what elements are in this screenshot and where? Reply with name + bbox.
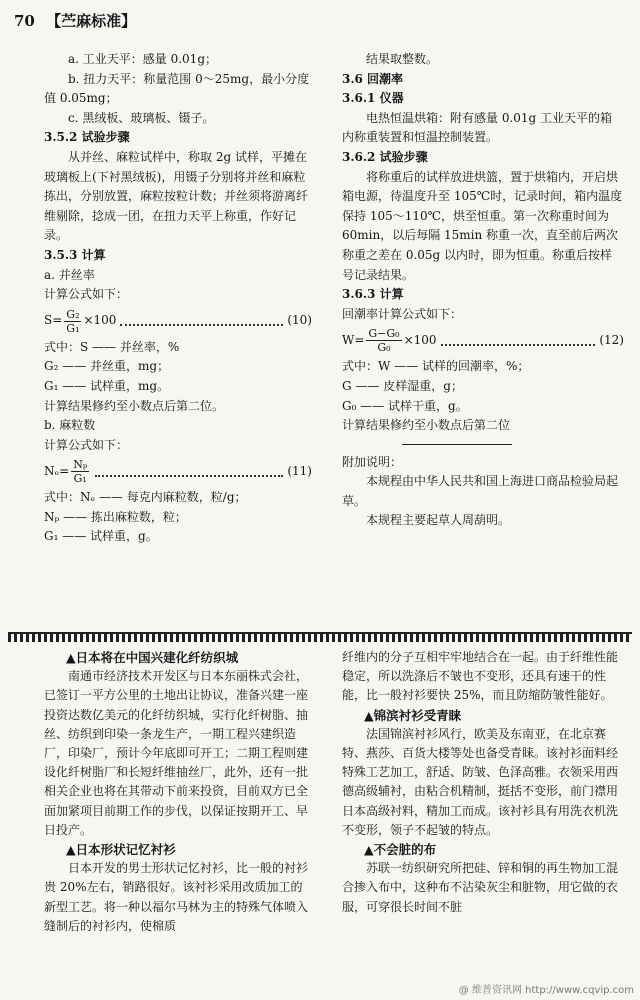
formula-12-number: (12) [599,333,624,348]
section-3-6-1-heading: 3.6.1 仪器 [342,91,404,106]
section-3-6-2-text: 将称重后的试样放进烘篮，置于烘箱内，开启烘箱电源，待温度升至 105℃时，记录时间，箱内温度保持 105～110℃，烘至恒重。第一次称重时间为 60min，以后每隔 15min 称重一次，直至前后两次称重之差在 0.05g 以内时，即为恒重。称重后按样号记录结果。 [342,169,623,282]
formula-11 [44,458,312,485]
appendix-note-1: 本规程由中华人民共和国上海进口商品检验局起草。 [342,474,619,508]
formula-11-number: (11) [287,463,312,478]
where-line-2: G₂ —— 并丝重，mg； [44,359,170,374]
formula-intro-3: 回潮率计算公式如下： [342,306,463,321]
formula-10-fraction [64,308,81,335]
formula-12-lhs: W= [342,333,365,348]
formula-intro-2: 计算公式如下： [44,437,129,452]
section-3-6-3-heading: 3.6.3 计算 [342,287,404,302]
formula-11-fraction [71,458,89,485]
news-text-1: 南通市经济技术开发区与日本东丽株式会社，已签订一平方公里的土地出让协议，准备兴建一座投资达数亿美元的化纤纺织城，实行化纤树脂、抽丝、纺织到印染一条龙生产，一期工程兴建织造厂，印染厂，预计今年底即可开工；二期工程则建设化纤树脂厂和长短纤维抽丝厂，此外，还有一批相关企业也将在其带动下前来投资，目前双方已全面加紧项目前期工作的步伐，以保证按期开工、早日投产。 [44,669,309,837]
journal-section-title: 【苎麻标准】 [46,12,137,30]
notes-separator [402,444,512,445]
news-right-column [342,648,624,917]
equipment-a: a. 工业天平：感量 0.01g； [68,52,217,66]
equipment-b: b. 扭力天平：称量范围 0～25mg，最小分度值 0.05mg； [44,71,310,106]
subheading-a: a. 并丝率 [44,267,95,282]
result-integer-note: 结果取整数。 [366,52,439,66]
where-line-1: 式中：S —— 并丝率，% [44,339,180,354]
formula-12 [342,327,624,354]
where-line-4: 式中：Nₑ —— 每克内麻粒数，粒/g； [44,490,247,505]
formula-10-tail: ×100 [83,313,117,328]
formula-10-number: (10) [287,313,312,328]
formula-10-denominator: G₁ [66,321,80,335]
subheading-b: b. 麻粒数 [44,418,96,433]
section-3-5-2-text: 从并丝、麻粒试样中，称取 2g 试样，平摊在玻璃板上(下衬黑绒板)，用镊子分别将并丝和麻粒拣出，分别放置，麻粒按粒计数；并丝须将游离纤维剔除，捻成一团，在扭力天平上称重，作好记录。 [44,149,309,243]
where-line-7: 式中：W —— 试样的回潮率，%； [342,359,530,374]
formula-12-fraction [366,327,401,354]
rounding-note-2: 计算结果修约至小数点后第二位 [342,418,511,433]
watermark: @ 维普资讯网 http://www.cqvip.com [458,985,634,996]
section-3-5-2-heading: 3.5.2 试验步骤 [44,130,130,145]
equipment-c: c. 黑绒板、玻璃板、镊子。 [68,110,215,125]
news-text-4: 苏联一纺织研究所把硅、锌和铜的再生物加工混合掺入布中，这种布不沾染灰尘和脏物，用它做的衣服，可穿很长时间不脏 [342,861,619,914]
section-3-5-3-heading: 3.5.3 计算 [44,247,106,262]
formula-10-leader [120,316,283,326]
formula-11-lhs: Nₑ= [44,463,70,478]
formula-12-numerator: G−G₀ [368,327,400,341]
section-3-6-2-heading: 3.6.2 试验步骤 [342,149,428,164]
news-title-1: ▲日本将在中国兴建化纤纺织城 [66,650,239,665]
formula-11-denominator: G₁ [73,472,87,486]
page-header [14,10,136,31]
section-divider [8,632,632,642]
formula-intro-1: 计算公式如下： [44,287,129,302]
news-title-4: ▲不会脏的布 [364,842,437,858]
section-3-6-heading: 3.6 回潮率 [342,71,404,86]
rounding-note-1: 计算结果修约至小数点后第二位。 [44,398,225,413]
where-line-3: G₁ —— 试样重，mg。 [44,378,170,393]
where-line-5: Nₚ —— 拣出麻粒数，粒； [44,509,187,524]
news-text-3: 法国锦滨衬衫风行，欧美及东南亚，在北京赛特、燕莎、百货大楼等处也备受青睐。该衬衫面料经特殊工艺加工，舒适、防皱、色泽高雅。衣领采用西德高级辅衬，由粘合机精制，挺括不变形，前门襟用日本高级衬料，精加工而成。该衬衫具有用洗衣机洗不变形，领子不起皱的特点。 [342,726,619,837]
where-line-9: G₀ —— 试样干重，g。 [342,398,468,413]
formula-10-numerator: G₂ [66,307,80,321]
news-title-3: ▲锦滨衬衫受青睐 [364,707,462,723]
where-line-8: G —— 皮样湿重，g； [342,378,463,393]
news-title-2: ▲日本形状记忆衬衫 [66,842,176,858]
formula-12-denominator: G₀ [377,341,391,355]
formula-10 [44,308,312,335]
news-text-2: 日本开发的男士形状记忆衬衫，比一般的衬衫贵 20%左右，销路很好。该衬衫采用改质加工的新型工艺。将一种以福尔马林为主的特殊气体喷入缝制后的衬衫内，使棉质 [44,861,309,933]
news-text-2-cont: 纤维内的分子互相牢牢地结合在一起。由于纤维性能稳定，所以洗涤后不皱也不变形，还具有速干的性能，比一般衬衫要快 25%，而且防缩防皱性能好。 [342,650,619,703]
formula-12-tail: ×100 [403,333,437,348]
formula-11-leader [95,467,283,477]
formula-12-leader [441,336,596,346]
formula-11-numerator: Nₚ [73,458,88,472]
appendix-note-2: 本规程主要起草人周葫明。 [366,513,511,528]
page-number: 70 [14,12,35,30]
news-left-column [44,648,312,936]
formula-10-lhs: S= [44,313,63,328]
appendix-heading: 附加说明： [342,454,403,469]
section-3-6-1-text: 电热恒温烘箱：附有感量 0.01g 工业天平的箱内称重装置和恒温控制装置。 [342,110,613,145]
right-column-top [342,50,624,531]
left-column-top [44,50,312,547]
where-line-6: G₁ —— 试样重，g。 [44,529,158,544]
